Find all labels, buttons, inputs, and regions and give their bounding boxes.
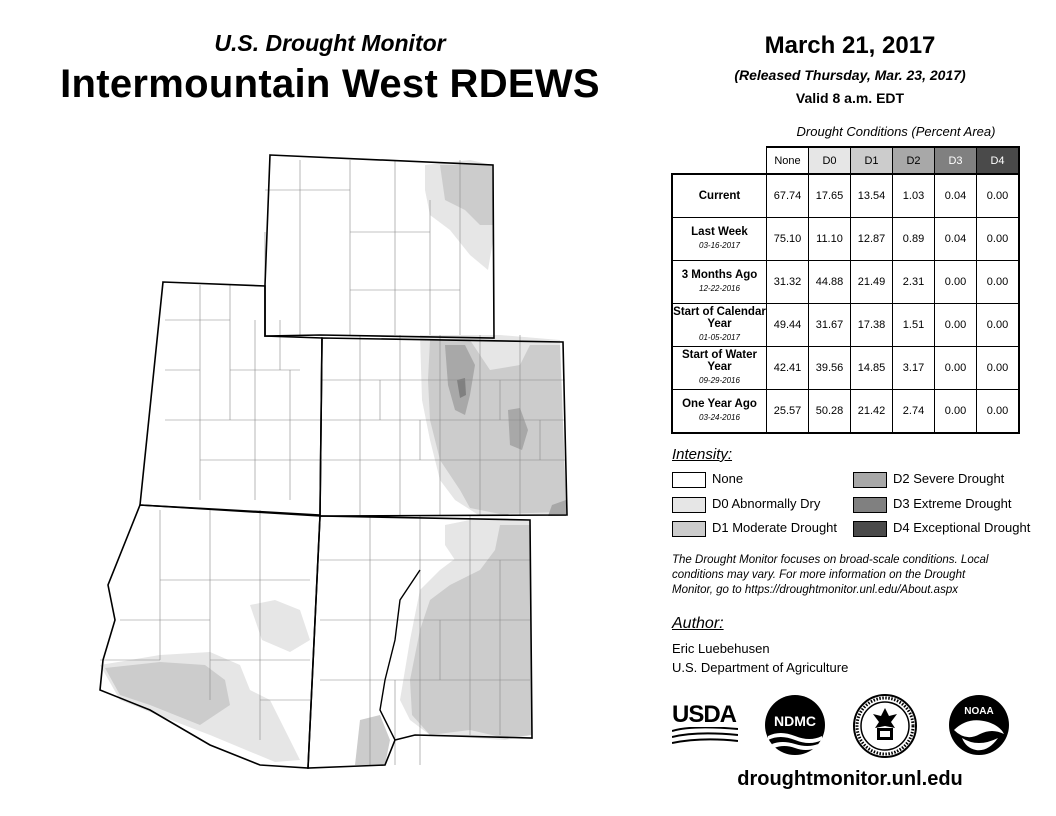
- map-title: Intermountain West RDEWS: [60, 62, 600, 106]
- cell-d3: 0.04: [935, 174, 977, 218]
- cell-d0: 44.88: [809, 261, 851, 304]
- row-date: 01-05-2017: [699, 333, 740, 342]
- row-date: 03-24-2016: [699, 413, 740, 422]
- column-header-d3: D3: [935, 147, 977, 174]
- release-date: (Released Thursday, Mar. 23, 2017): [734, 67, 966, 83]
- legend-label: D1 Moderate Drought: [712, 520, 838, 535]
- table-row: [672, 347, 1019, 390]
- legend-swatch-d0: [672, 497, 706, 513]
- ndmc-logo: [764, 694, 826, 756]
- row-label: [672, 390, 767, 434]
- cell-d4: 0.00: [977, 261, 1020, 304]
- cell-d2: 1.03: [893, 174, 935, 218]
- row-label: [672, 174, 767, 218]
- cell-none: 42.41: [767, 347, 809, 390]
- usda-logo-text: USDA: [672, 701, 737, 728]
- table-row: [672, 174, 1019, 218]
- column-header-d0: D0: [809, 147, 851, 174]
- row-label-text: Current: [698, 190, 741, 202]
- conditions-table-title: Drought Conditions (Percent Area): [796, 124, 996, 139]
- cell-none: 67.74: [767, 174, 809, 218]
- cell-d1: 14.85: [851, 347, 893, 390]
- column-header-none: None: [767, 147, 809, 174]
- legend-title: Intensity:: [672, 446, 733, 463]
- cell-d2: 0.89: [893, 218, 935, 261]
- d0-area-az-central: [250, 600, 310, 652]
- cell-d4: 0.00: [977, 347, 1020, 390]
- cell-d3: 0.04: [935, 218, 977, 261]
- author-name: Eric Luebehusen: [672, 641, 770, 656]
- cell-none: 49.44: [767, 304, 809, 347]
- ndmc-logo-text: NDMC: [774, 713, 816, 729]
- cell-d4: 0.00: [977, 218, 1020, 261]
- map-subtitle: U.S. Drought Monitor: [214, 30, 446, 56]
- legend-swatch-d2: [853, 472, 887, 488]
- cell-d3: 0.00: [935, 390, 977, 434]
- cell-d0: 39.56: [809, 347, 851, 390]
- cell-d2: 2.31: [893, 261, 935, 304]
- column-header-d1: D1: [851, 147, 893, 174]
- noaa-logo-text: NOAA: [964, 706, 994, 717]
- column-header-d2: D2: [893, 147, 935, 174]
- cell-d4: 0.00: [977, 304, 1020, 347]
- valid-time: Valid 8 a.m. EDT: [795, 90, 905, 106]
- legend-swatch-d4: [853, 521, 887, 537]
- disclaimer-note: The Drought Monitor focuses on broad-scale conditions. Local conditions may vary. For more information on the Drought Monitor, go to https://droughtmonitor.unl.edu/About.aspx: [672, 554, 989, 596]
- column-header-d4: D4: [977, 147, 1020, 174]
- cell-d3: 0.00: [935, 304, 977, 347]
- cell-none: 25.57: [767, 390, 809, 434]
- cell-d1: 13.54: [851, 174, 893, 218]
- row-label-text: 3 Months Ago: [681, 269, 758, 281]
- row-label-text: Last Week: [691, 226, 748, 238]
- row-label-text: Start of Calendar Year: [673, 306, 766, 330]
- table-row: [672, 304, 1019, 347]
- commerce-seal-icon: [853, 694, 917, 758]
- cell-d2: 3.17: [893, 347, 935, 390]
- noaa-logo: [948, 694, 1010, 756]
- legend-label: D2 Severe Drought: [893, 471, 1005, 486]
- author-organization: U.S. Department of Agriculture: [672, 660, 849, 675]
- usda-logo: [672, 703, 738, 748]
- conditions-table: [671, 146, 1020, 434]
- row-date: 03-16-2017: [699, 241, 740, 250]
- legend-swatch-d1: [672, 521, 706, 537]
- cell-d0: 31.67: [809, 304, 851, 347]
- cell-d4: 0.00: [977, 174, 1020, 218]
- cell-d2: 1.51: [893, 304, 935, 347]
- cell-d4: 0.00: [977, 390, 1020, 434]
- legend-label: None: [712, 471, 744, 486]
- cell-none: 75.10: [767, 218, 809, 261]
- header-blank-cell: [672, 147, 767, 174]
- table-row: [672, 261, 1019, 304]
- cell-d1: 21.42: [851, 390, 893, 434]
- row-date: 09-29-2016: [699, 376, 740, 385]
- map-date: March 21, 2017: [764, 32, 936, 59]
- cell-d1: 12.87: [851, 218, 893, 261]
- commerce-seal-logo: [853, 694, 917, 758]
- cell-d3: 0.00: [935, 261, 977, 304]
- cell-d1: 21.49: [851, 261, 893, 304]
- legend-swatch-d3: [853, 497, 887, 513]
- row-label: [672, 304, 767, 347]
- row-label: [672, 347, 767, 390]
- legend-label: D3 Extreme Drought: [893, 496, 1012, 511]
- cell-d1: 17.38: [851, 304, 893, 347]
- legend-label: D0 Abnormally Dry: [712, 496, 821, 511]
- cell-d0: 50.28: [809, 390, 851, 434]
- cell-d0: 17.65: [809, 174, 851, 218]
- drought-areas: [100, 160, 566, 765]
- table-row: [672, 218, 1019, 261]
- website-url: droughtmonitor.unl.edu: [737, 768, 963, 790]
- cell-none: 31.32: [767, 261, 809, 304]
- row-label: [672, 218, 767, 261]
- cell-d2: 2.74: [893, 390, 935, 434]
- cell-d0: 11.10: [809, 218, 851, 261]
- usda-logo-waves: [672, 727, 738, 747]
- legend-label: D4 Exceptional Drought: [893, 520, 1031, 535]
- conditions-header-row: [672, 147, 1019, 174]
- legend-swatch-none: [672, 472, 706, 488]
- row-date: 12-22-2016: [699, 284, 740, 293]
- table-row: [672, 390, 1019, 434]
- d1-area-nm-southwest: [355, 715, 390, 765]
- row-label-text: One Year Ago: [682, 398, 757, 410]
- author-heading: Author:: [672, 615, 724, 632]
- row-label-text: Start of Water Year: [682, 349, 757, 373]
- cell-d3: 0.00: [935, 347, 977, 390]
- row-label: [672, 261, 767, 304]
- state-utah: [140, 282, 322, 515]
